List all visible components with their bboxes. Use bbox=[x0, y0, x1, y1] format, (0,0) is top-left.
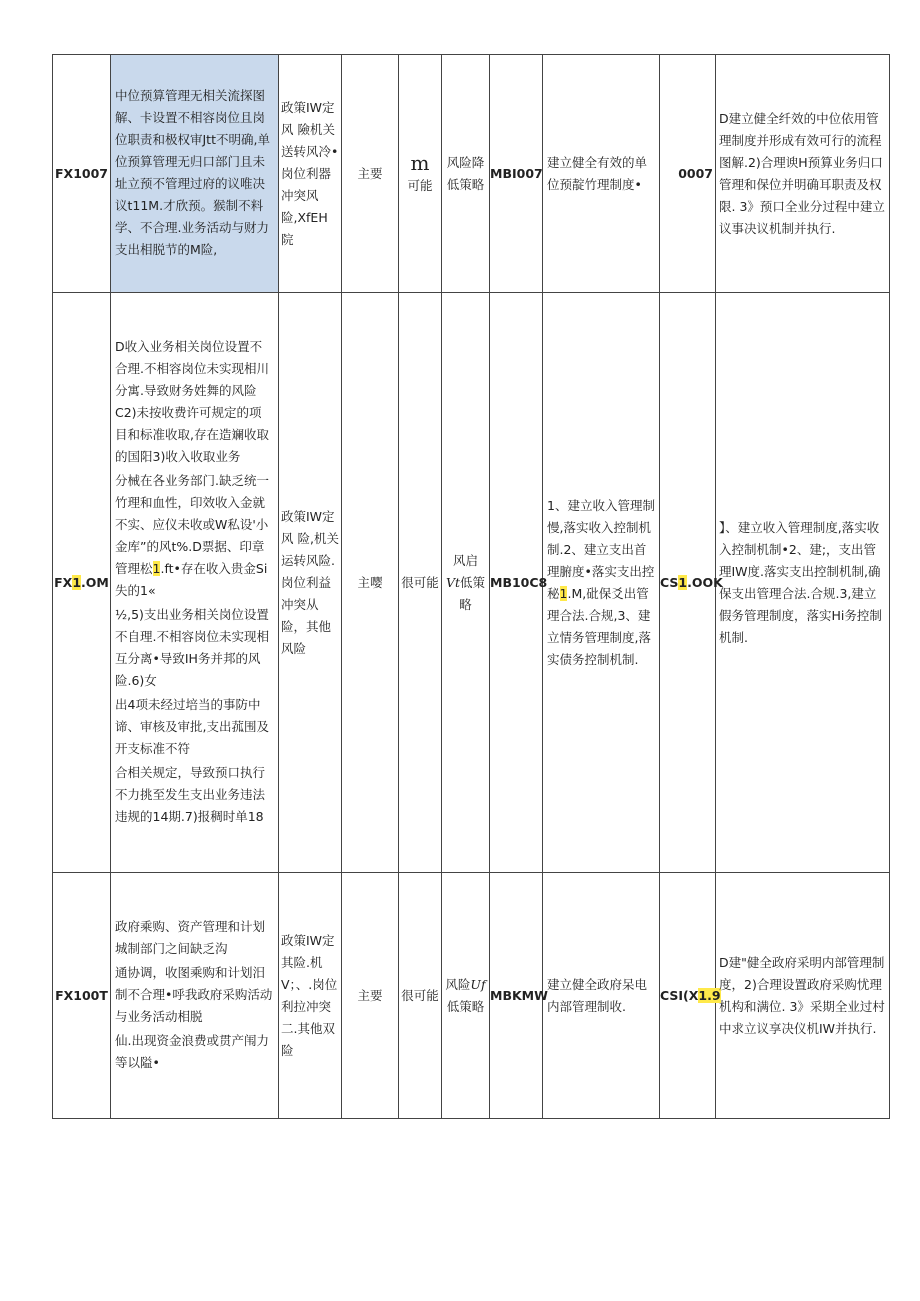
risk-type: 政策IW定风 险,机关运转风险.岗位利益冲突从险，其他风险 bbox=[279, 293, 342, 873]
risk-strategy bbox=[442, 293, 490, 873]
control-measure: 建立健全政府呆电内部管理制收. bbox=[543, 873, 660, 1119]
description-highlight: 1 bbox=[152, 560, 161, 576]
code-highlight: 1 bbox=[72, 574, 82, 590]
strategy-text: 风险 bbox=[445, 976, 471, 992]
likelihood-glyph: m bbox=[410, 150, 430, 175]
description-paragraph: 中位预算管理无相关流探图解、卡设置不相容岗位且岗位职责和极权审Jtt不明确,单位预算管理无归口部门且未址立预不管理过府的议唯决议t11M.才欣预。猴制不料学、不合理.业务活动与财力支出相脱节的M险, bbox=[115, 87, 270, 257]
risk-likelihood bbox=[399, 55, 442, 293]
control-id-part: CSI(X bbox=[660, 987, 699, 1003]
strategy-text: 风启 bbox=[452, 552, 478, 568]
description-paragraph: 政府乘购、资产管理和计划城制部门之间缺乏沟 bbox=[115, 918, 266, 956]
risk-likelihood: 很可能 bbox=[399, 873, 442, 1119]
risk-level: 主要 bbox=[342, 55, 399, 293]
code-part: FX bbox=[54, 574, 73, 590]
risk-code: FX1007 bbox=[53, 55, 111, 293]
risk-level: 主要 bbox=[342, 873, 399, 1119]
description-paragraph: 合相关规定，导致预口执行不力挑至发生支出业务违法违规的14期.7)报稠时单18 bbox=[115, 764, 266, 824]
control-id bbox=[660, 293, 723, 873]
risk-type: 政策IW定其险.机 V；、.岗位利拉冲突二.其他双险 bbox=[279, 873, 342, 1119]
risk-strategy bbox=[442, 873, 490, 1119]
code-part: .OM bbox=[81, 574, 109, 590]
strategy-text: 低策略 bbox=[459, 574, 486, 612]
measure-text: 1、建立收入管理制慢,落实收入控制机制.2、建立支出首理腑度•落实支出控秘 bbox=[547, 497, 655, 601]
description-text: 分械在各业务部门.缺乏统一竹理和血性，印效收入金就不实、应仪未收或W私设'小金库”的风t%.D票据、印章管理松 bbox=[115, 472, 269, 576]
control-plan: 】、建立收入管理制度,落实收入控制机制•2、建;，支出管理IW度.落实支出控制机制,确保支出管理合法.合规.3,建立假务管理制度，落实Hi务控制机制. bbox=[716, 293, 890, 873]
risk-code bbox=[53, 293, 111, 873]
control-id-part: .OOK bbox=[687, 574, 723, 590]
measure-id: MB10C8 bbox=[490, 293, 543, 873]
control-id-highlight: 1.9 bbox=[698, 987, 721, 1003]
table-row bbox=[53, 293, 890, 873]
strategy-glyph: Vt bbox=[445, 574, 461, 590]
control-id-highlight: 1 bbox=[678, 574, 688, 590]
table-row bbox=[53, 55, 890, 293]
risk-control-table bbox=[52, 54, 890, 1119]
risk-type: 政策IW定风 險机关送转风冷•岗位利器冲突风险,XfEH院 bbox=[279, 55, 342, 293]
description-paragraph: 出4项未经过培当的事防中谛、审核及审批,支出菰围及开支标准不符 bbox=[115, 696, 269, 756]
control-plan: D建"健全政府采明内部管理制度，2)合理设置政府采购忧理机构和满位. 3》采期全业过村中求立议享决仪机IW并执行. bbox=[716, 873, 890, 1119]
measure-highlight: 1 bbox=[559, 585, 568, 601]
measure-id: MBI007 bbox=[490, 55, 543, 293]
description-paragraph: ½,5)支出业务相关岗位设置不自理.不相容岗位未实现相互分离•导致IH务并邦的风险.6)女 bbox=[115, 606, 269, 688]
strategy-glyph: Uf bbox=[470, 976, 486, 992]
risk-description bbox=[111, 55, 279, 293]
control-plan: D建立健全纤效的中位依用管理制度并形成有效可行的流程图解.2)合理谀H预算业务归口管理和保位并明确耳职责及权限. 3》预口全业分过程中建立议事决议机制并执行. bbox=[716, 55, 890, 293]
control-id: 0007 bbox=[660, 55, 716, 293]
description-paragraph: 通协调，收图乘购和计划汨制不合理•呼我政府采购活动与业务活动相脱 bbox=[115, 964, 273, 1024]
description-paragraph: D收入业务相关岗位设置不合理.不相容岗位未实现相川分寓.导致财务姓舞的风险C2)未按收费许可规定的项目和标准收取,存在造斓收取的国阳3)收入收取业务 bbox=[115, 338, 269, 464]
risk-description bbox=[111, 873, 279, 1119]
risk-code: FX100T bbox=[53, 873, 111, 1119]
risk-level: 主嘤 bbox=[342, 293, 399, 873]
measure-id: MBKMW bbox=[490, 873, 543, 1119]
measure-text: .M,砒保爻出管理合法.合规,3、建立情务管理制度,落实债务控制机制. bbox=[547, 585, 651, 667]
risk-strategy: 风险降低策略 bbox=[442, 55, 490, 293]
strategy-text: 低策略 bbox=[446, 998, 485, 1014]
description-paragraph bbox=[115, 470, 274, 602]
likelihood-text: 可能 bbox=[407, 177, 433, 193]
description-text: .ft•存在收入贵金Si失的1« bbox=[115, 560, 268, 598]
control-measure bbox=[543, 293, 660, 873]
description-paragraph: 仙.出现资金浪费或贯产闱力等以隘• bbox=[115, 1032, 269, 1070]
control-measure: 建立健全有效的单位预靛竹理制度• bbox=[543, 55, 660, 293]
risk-likelihood: 很可能 bbox=[399, 293, 442, 873]
control-id bbox=[660, 873, 721, 1119]
risk-description bbox=[111, 293, 279, 873]
table-row bbox=[53, 873, 890, 1119]
control-id-part: CS bbox=[660, 574, 679, 590]
